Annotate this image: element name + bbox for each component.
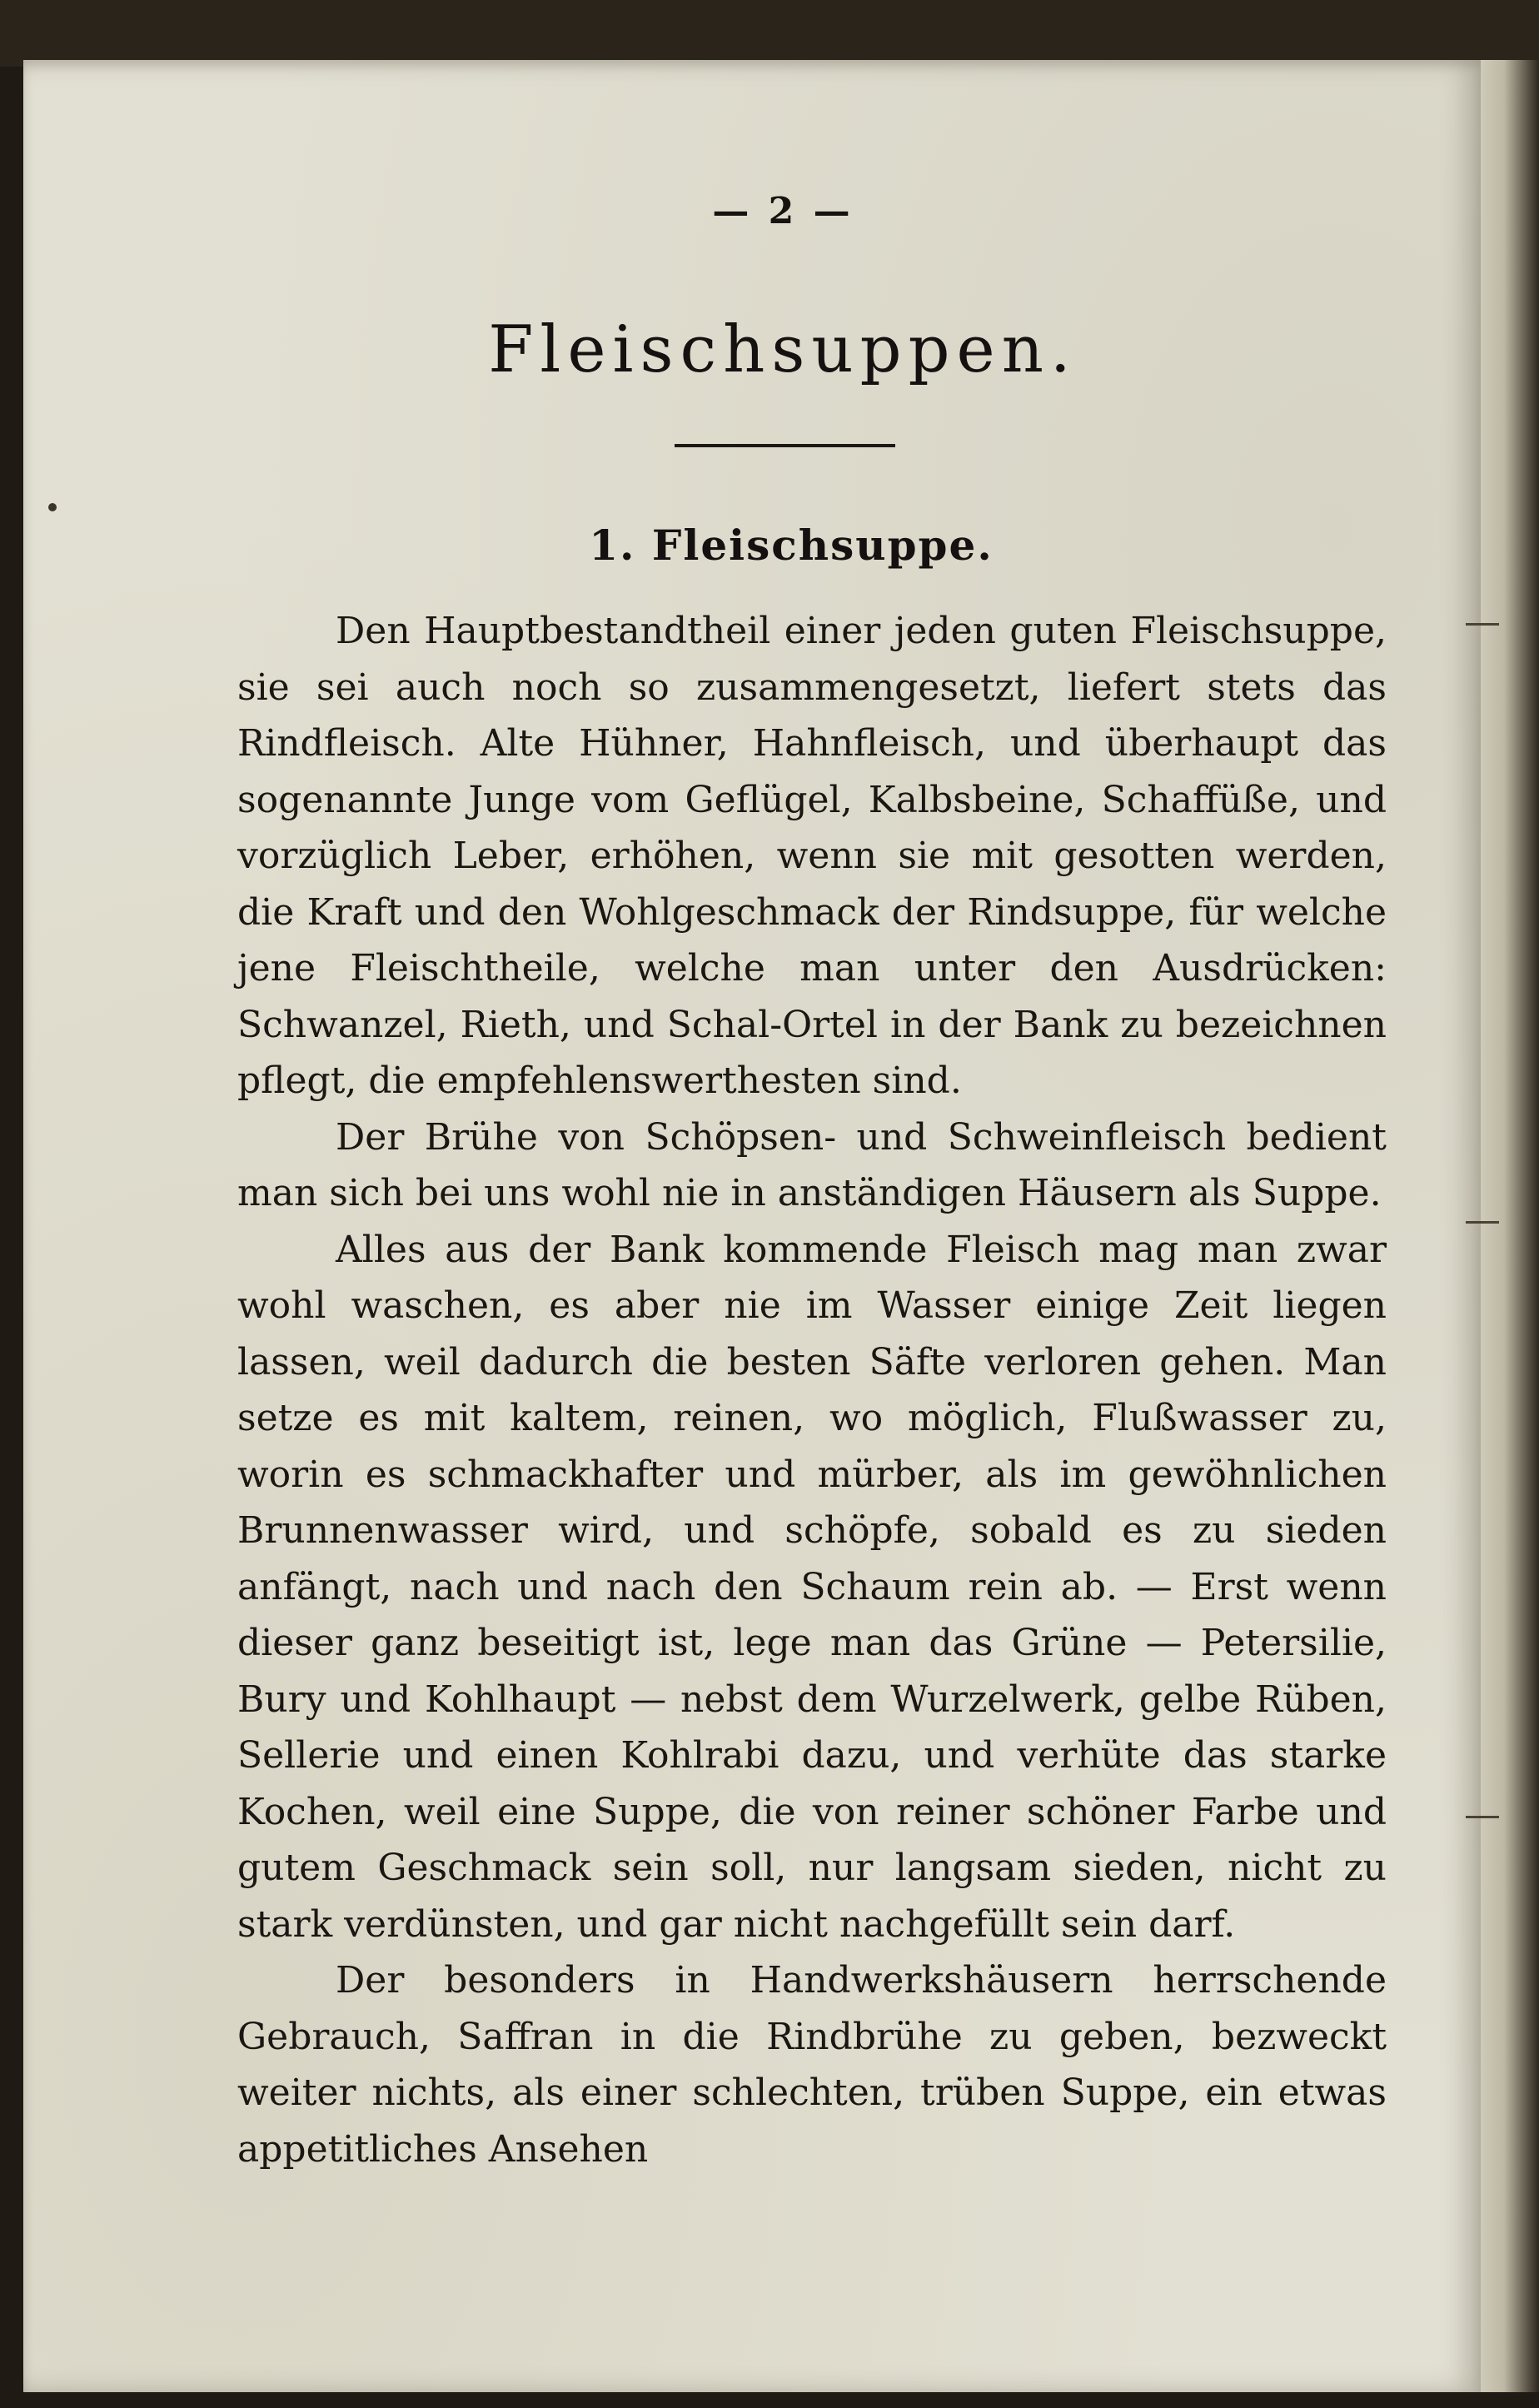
section-heading: 1. Fleischsuppe. bbox=[589, 521, 994, 570]
paragraph: Der Brühe von Schöpsen- und Schweinfleisch bedient man sich bei uns wohl nie in anständigen Häusern als Suppe. bbox=[237, 1115, 1387, 1214]
paragraph: Der besonders in Handwerkshäusern herrschende Gebrauch, Saffran in die Rindbrühe zu geben, bezweckt weiter nichts, als einer schlechten, trüben Suppe, ein etwas appetitliches Ansehen bbox=[237, 1959, 1387, 2171]
paragraph: Alles aus der Bank kommende Fleisch mag man zwar wohl waschen, es aber nie im Wasser einige Zeit liegen lassen, weil dadurch die besten Säfte verloren gehen. Man setze es mit kaltem, reinen, wo möglich, Flußwasser zu, worin es schmackhafter und mürber, als im gewöhnlichen Brunnenwasser wird, und schöpfe, sobald es zu sieden anfängt, nach und nach den Schaum rein ab. — Erst wenn dieser ganz beseitigt ist, lege man das Grüne — Petersilie, Bury und Kohlhaupt — nebst dem Wurzelwerk, gelbe Rüben, Sellerie und einen Kohlrabi dazu, und verhüte das starke Kochen, weil eine Suppe, die von reiner schöner Farbe und gutem Geschmack sein soll, nur langsam sieden, nicht zu stark verdünsten, und gar nicht nachgefüllt sein darf. bbox=[237, 1228, 1387, 1946]
title-divider bbox=[675, 444, 895, 447]
body-text bbox=[237, 603, 1387, 2177]
page-number: — 2 — bbox=[712, 190, 854, 232]
paragraph: Den Hauptbestandtheil einer jeden guten Fleischsuppe, sie sei auch noch so zusammengesetzt, liefert stets das Rindfleisch. Alte Hühner, Hahnfleisch, und überhaupt das sogenannte Junge vom Geflügel, Kalbsbeine, Schaffüße, und vorzüglich Leber, erhöhen, wenn sie mit gesotten werden, die Kraft und den Wohlgeschmack der Rindsuppe, für welche jene Fleischtheile, welche man unter den Ausdrücken: Schwanzel, Rieth, und Schal-Ortel in der Bank zu bezeichnen pflegt, die empfehlenswerthesten sind. bbox=[237, 610, 1387, 1102]
page-edge-mark bbox=[1466, 1816, 1499, 1818]
scan-background-top bbox=[0, 0, 1539, 67]
page-edge-mark bbox=[1466, 1221, 1499, 1224]
chapter-title: Fleischsuppen. bbox=[488, 312, 1078, 387]
page-edge-strip bbox=[1481, 60, 1539, 2392]
page-edge-mark bbox=[1466, 623, 1499, 626]
ink-speck bbox=[48, 503, 57, 511]
